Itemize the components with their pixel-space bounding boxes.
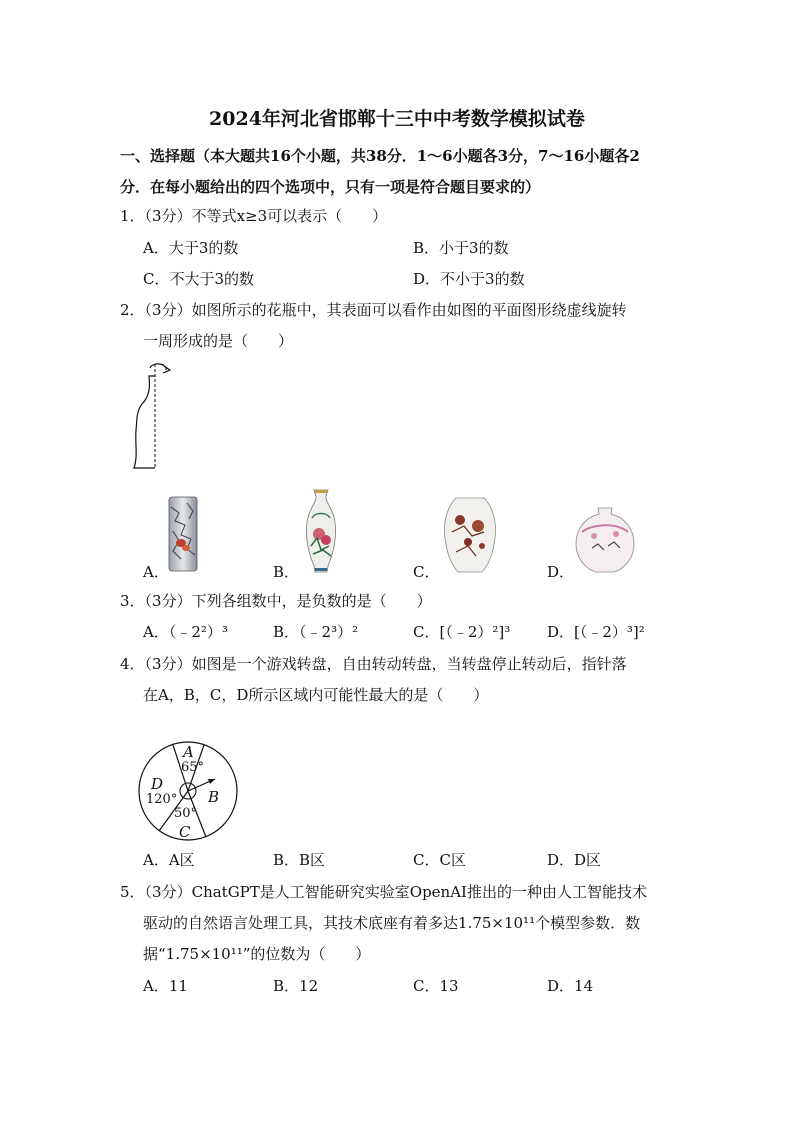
- section-heading-line2: 分．在每小题给出的四个选项中，只有一项是符合题目要求的）: [120, 178, 541, 196]
- q4-stem-line2: 在A，B，C，D所示区域内可能性最大的是（ ）: [143, 686, 489, 704]
- q4-option-b: B．B区: [273, 851, 326, 869]
- q2-vase-c-image: [442, 496, 498, 574]
- q2-vase-b-image: [303, 488, 339, 574]
- q1-stem: 1．（3分）不等式x≥3可以表示（ ）: [120, 207, 388, 225]
- q3-stem: 3．（3分）下列各组数中，是负数的是（ ）: [120, 592, 432, 610]
- q3-option-d: D．[（﹣2）³]²: [547, 623, 645, 641]
- q2-option-b: B．: [273, 563, 300, 581]
- q1-option-d: D．不小于3的数: [413, 270, 525, 288]
- q4-option-c: C．C区: [413, 851, 466, 869]
- q4-angle-a-label: 65°: [181, 760, 205, 775]
- q2-stem-line1: 2．（3分）如图所示的花瓶中，其表面可以看作由如图的平面图形绕虚线旋转: [120, 301, 627, 319]
- q4-option-d: D．D区: [547, 851, 602, 869]
- q5-stem-line2: 驱动的自然语言处理工具，其技术底座有着多达1.75×10¹¹个模型参数．数: [143, 914, 641, 932]
- q1-option-b: B．小于3的数: [413, 239, 509, 257]
- q4-region-d-label: D: [151, 775, 164, 793]
- q1-option-a: A．大于3的数: [143, 239, 239, 257]
- q4-region-a-label: A: [183, 743, 194, 761]
- q1-option-c: C．不大于3的数: [143, 270, 255, 288]
- q2-option-c: C．: [413, 563, 440, 581]
- q4-angle-c-label: 50°: [174, 806, 198, 821]
- q5-stem-line3: 据“1.75×10¹¹”的位数为（ ）: [143, 945, 371, 963]
- q5-option-d: D．14: [547, 977, 594, 995]
- page-title: 2024年河北省邯郸十三中中考数学模拟试卷: [209, 108, 585, 130]
- q3-option-a: A．（﹣2²）³: [143, 623, 228, 641]
- q5-option-c: C．13: [413, 977, 459, 995]
- q5-option-b: B．12: [273, 977, 319, 995]
- q5-option-a: A．11: [143, 977, 188, 995]
- q2-profile-figure: [128, 360, 178, 472]
- q4-stem-line1: 4．（3分）如图是一个游戏转盘，自由转动转盘，当转盘停止转动后，指针落: [120, 655, 627, 673]
- q4-angle-d-label: 120°: [146, 792, 178, 807]
- q5-stem-line1: 5．（3分）ChatGPT是人工智能研究实验室OpenAI推出的一种由人工智能技术: [120, 883, 647, 901]
- q2-vase-d-image: [574, 506, 636, 574]
- q4-option-a: A．A区: [143, 851, 195, 869]
- q2-option-a: A．: [143, 563, 169, 581]
- q2-vase-a-image: [167, 495, 199, 573]
- q2-option-d: D．: [547, 563, 575, 581]
- q4-region-b-label: B: [208, 788, 220, 806]
- q4-region-c-label: C: [179, 823, 191, 841]
- q3-option-b: B．（﹣2³）²: [273, 623, 359, 641]
- q2-stem-line2: 一周形成的是（ ）: [143, 332, 294, 350]
- section-heading-line1: 一、选择题（本大题共16个小题，共38分．1～6小题各3分，7～16小题各2: [120, 147, 640, 165]
- q3-option-c: C．[（﹣2）²]³: [413, 623, 511, 641]
